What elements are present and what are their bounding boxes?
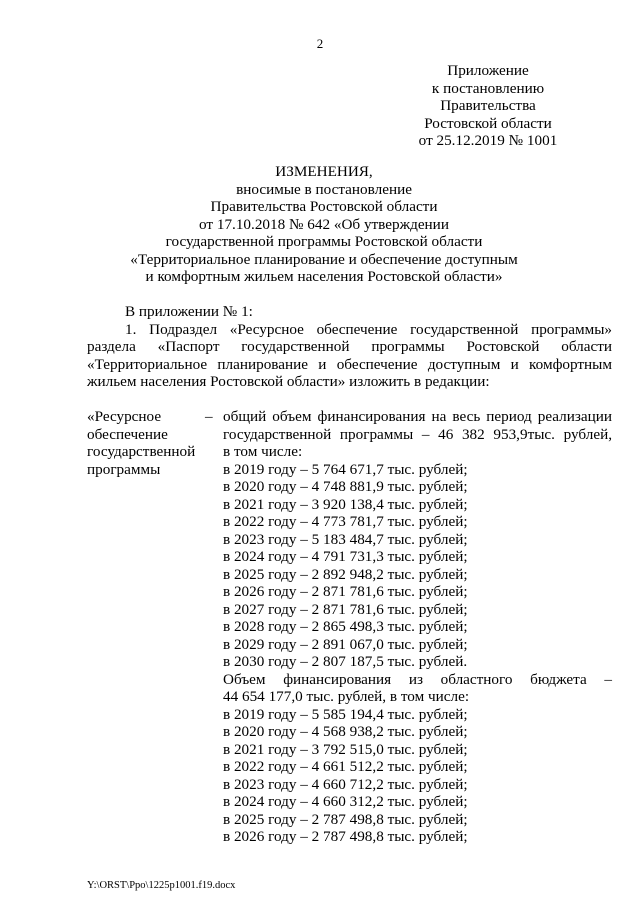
passport-label-line: государственной bbox=[87, 443, 196, 460]
changes-subtitle-line: государственной программы Ростовской области bbox=[165, 233, 483, 250]
item-1-line: жильем населения Ростовской области» изложить в редакции: bbox=[87, 373, 490, 390]
total-funding-line: общий объем финансирования на весь период реализации bbox=[223, 408, 612, 425]
passport-label-line: обеспечение bbox=[87, 425, 168, 443]
year-funding-line: в 2026 году – 2 871 781,6 тыс. рублей; bbox=[223, 583, 468, 600]
regional-year-funding-line: в 2019 году – 5 585 194,4 тыс. рублей; bbox=[223, 705, 468, 723]
year-funding-line: в 2020 году – 4 748 881,9 тыс. рублей; bbox=[223, 478, 468, 495]
year-funding-line: в 2029 году – 2 891 067,0 тыс. рублей; bbox=[223, 635, 468, 653]
passport-label bbox=[87, 408, 207, 478]
year-funding-line: в 2024 году – 4 791 731,3 тыс. рублей; bbox=[223, 548, 468, 565]
changes-subtitle-line: от 17.10.2018 № 642 «Об утверждении bbox=[199, 215, 449, 233]
passport-dash: – bbox=[205, 408, 213, 425]
approval-line: Приложение bbox=[447, 62, 529, 79]
regional-year-funding-line: в 2020 году – 4 568 938,2 тыс. рублей; bbox=[223, 723, 468, 740]
regional-year-funding-line: в 2023 году – 4 660 712,2 тыс. рублей; bbox=[223, 775, 468, 793]
year-funding-line: в 2023 году – 5 183 484,7 тыс. рублей; bbox=[223, 530, 468, 548]
year-funding-line: в 2027 году – 2 871 781,6 тыс. рублей; bbox=[223, 600, 468, 618]
appendix-line: В приложении № 1: bbox=[125, 303, 253, 320]
changes-subtitle-line: Правительства Ростовской области bbox=[210, 198, 438, 215]
item-1-line: «Территориальное планирование и обеспечение доступным и комфортным bbox=[87, 355, 612, 373]
regional-year-funding-line: в 2022 году – 4 661 512,2 тыс. рублей; bbox=[223, 758, 468, 775]
year-funding-line: в 2025 году – 2 892 948,2 тыс. рублей; bbox=[223, 565, 468, 583]
changes-subtitle-line: и комфортным жильем населения Ростовской области» bbox=[145, 268, 503, 285]
year-funding-line: в 2030 году – 2 807 187,5 тыс. рублей. bbox=[223, 653, 468, 670]
item-1-line: раздела «Паспорт государственной программы Ростовской области bbox=[87, 338, 612, 355]
total-funding-line: государственной программы – 46 382 953,9тыс. рублей, bbox=[223, 425, 612, 443]
item-1-line: 1. Подраздел «Ресурсное обеспечение государственной программы» bbox=[125, 320, 612, 338]
changes-subtitle-line: «Территориальное планирование и обеспечение доступным bbox=[130, 250, 518, 268]
regional-year-funding-line: в 2026 году – 2 787 498,8 тыс. рублей; bbox=[223, 828, 468, 845]
page-number: 2 bbox=[316, 36, 324, 51]
regional-funding-line: 44 654 177,0 тыс. рублей, в том числе: bbox=[223, 688, 470, 705]
file-path-footer: Y:\ORST\Ppo\1225p1001.f19.docx bbox=[87, 880, 236, 891]
changes-heading bbox=[60, 163, 588, 286]
changes-title: ИЗМЕНЕНИЯ, bbox=[275, 163, 373, 180]
changes-subtitle-line: вносимые в постановление bbox=[236, 180, 412, 198]
year-funding-line: в 2022 году – 4 773 781,7 тыс. рублей; bbox=[223, 513, 468, 530]
approval-line: Ростовской области bbox=[424, 114, 552, 132]
passport-label-line: программы bbox=[87, 460, 161, 478]
approval-block bbox=[393, 62, 583, 150]
total-funding-line: в том числе: bbox=[223, 443, 303, 460]
passport-content bbox=[223, 408, 612, 846]
regional-year-funding-line: в 2021 году – 3 792 515,0 тыс. рублей; bbox=[223, 740, 468, 758]
approval-line: к постановлению bbox=[431, 79, 545, 97]
year-funding-line: в 2021 году – 3 920 138,4 тыс. рублей; bbox=[223, 495, 468, 513]
regional-year-funding-line: в 2024 году – 4 660 312,2 тыс. рублей; bbox=[223, 793, 468, 810]
passport-label-line: «Ресурсное bbox=[87, 408, 162, 425]
intro-paragraph bbox=[87, 303, 612, 391]
year-funding-line: в 2028 году – 2 865 498,3 тыс. рублей; bbox=[223, 618, 468, 635]
regional-year-funding-line: в 2025 году – 2 787 498,8 тыс. рублей; bbox=[223, 810, 468, 828]
year-funding-line: в 2019 году – 5 764 671,7 тыс. рублей; bbox=[223, 460, 468, 478]
approval-line: от 25.12.2019 № 1001 bbox=[418, 132, 558, 149]
approval-line: Правительства bbox=[440, 97, 536, 114]
regional-funding-line: Объем финансирования из областного бюджета – bbox=[223, 670, 612, 688]
